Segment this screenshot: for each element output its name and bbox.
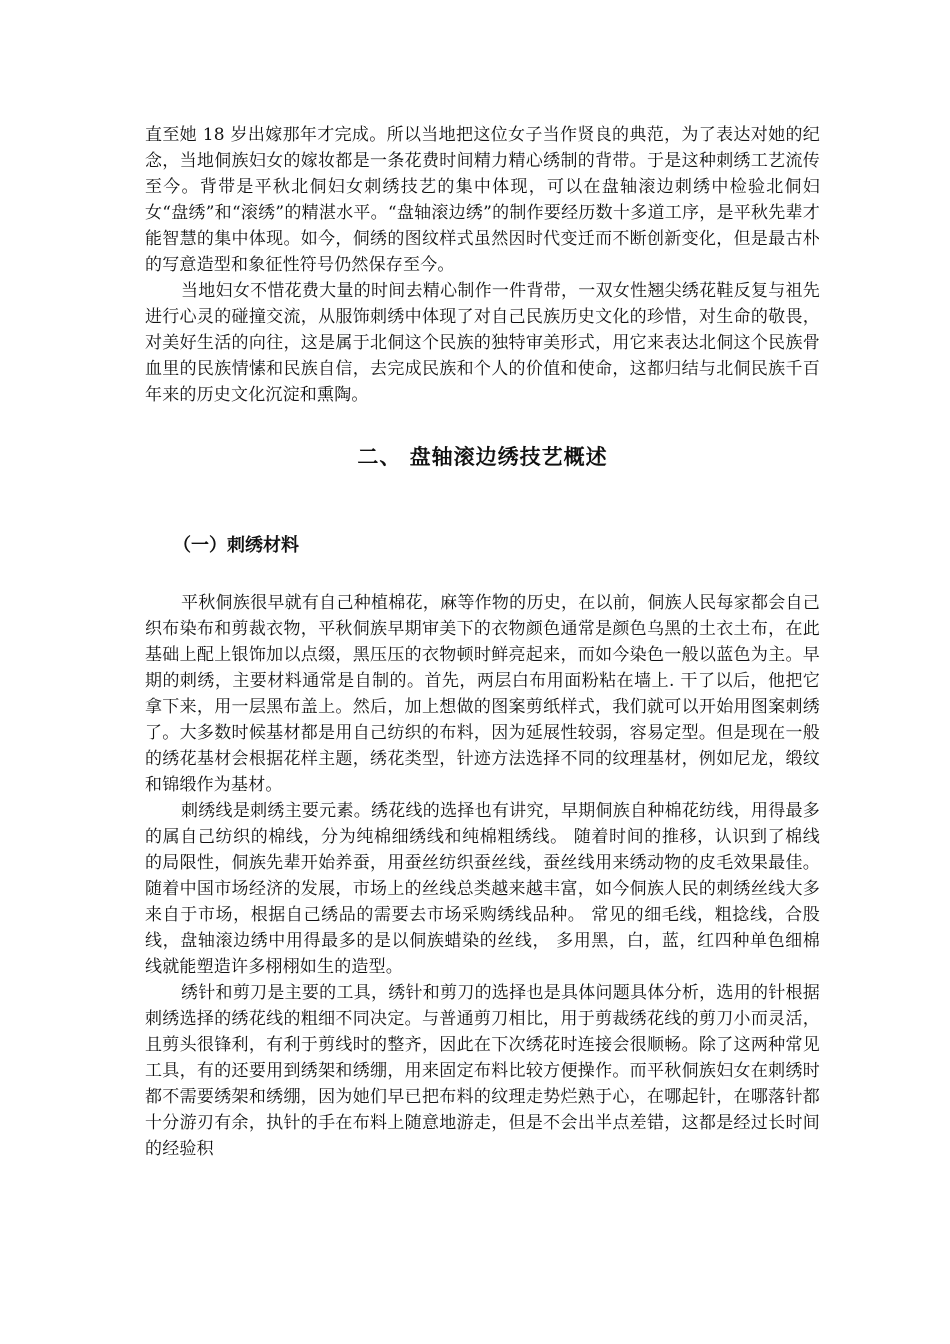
paragraph-embroidery-thread: 刺绣线是刺绣主要元素。绣花线的选择也有讲究，早期侗族自种棉花纺线，用得最多的属自己纺织的棉线，分为纯棉细绣线和纯棉粗绣线。 随着时间的推移，认识到了棉线的局限性，侗族先辈开始养蚕，用蚕丝纺织蚕丝线，蚕丝线用来绣动物的皮毛效果最佳。随着中国市场经济的发展，市场上的丝线总类越来越丰富，如今侗族人民的刺绣丝线大多来自于市场，根据自己绣品的需要去市场采购绣线品种。 常见的细毛线，粗捻线，合股线，盘轴滚边绣中用得最多的是以侗族蜡染的丝线， 多用黑，白，蓝，红四种单色细棉线就能塑造许多栩栩如生的造型。 — [145, 801, 820, 977]
paragraph-needles-scissors: 绣针和剪刀是主要的工具，绣针和剪刀的选择也是具体问题具体分析，选用的针根据刺绣选择的绣花线的粗细不同决定。与普通剪刀相比，用于剪裁绣花线的剪刀小而灵活，且剪头很锋利，有利于剪线时的整齐，因此在下次绣花时连接会很顺畅。除了这两种常见工具，有的还要用到绣架和绣绷，用来固定布料比较方便操作。而平秋侗族妇女在刺绣时都不需要绣架和绣绷，因为她们早已把布料的纹理走势烂熟于心，在哪起针，在哪落针都十分游刃有余，执针的手在布料上随意地游走，但是不会出半点差错，这都是经过长时间的经验积 — [145, 983, 820, 1159]
paragraph-continued: 直至她 18 岁出嫁那年才完成。所以当地把这位女子当作贤良的典范，为了表达对她的纪念，当地侗族妇女的嫁妆都是一条花费时间精力精心绣制的背带。于是这种刺绣工艺流传至今。背带是平秋北侗妇女刺绣技艺的集中体现，可以在盘轴滚边刺绣中检验北侗妇女“盘绣”和“滚绣”的精湛水平。“盘轴滚边绣”的制作要经历数十多道工序，是平秋先辈才能智慧的集中体现。如今，侗绣的图纹样式虽然因时代变迁而不断创新变化，但是最古朴的写意造型和象征性符号仍然保存至今。 — [145, 125, 820, 275]
subsection-title: （一）刺绣材料 — [173, 535, 299, 556]
paragraph-womens-embroidery-meaning: 当地妇女不惜花费大量的时间去精心制作一件背带，一双女性翘尖绣花鞋反复与祖先进行心灵的碰撞交流，从服饰刺绣中体现了对自己民族历史文化的珍惜，对生命的敬畏，对美好生活的向往，这是属于北侗这个民族的独特审美形式，用它来表达北侗这个民族骨血里的民族情愫和民族自信，去完成民族和个人的价值和使命，这都归结与北侗民族千百年来的历史文化沉淀和熏陶。 — [145, 281, 820, 405]
spacer — [145, 560, 820, 590]
paragraph-base-materials: 平秋侗族很早就有自己种植棉花，麻等作物的历史，在以前，侗族人民每家都会自己织布染布和剪裁衣物，平秋侗族早期审美下的衣物颜色通常是颜色乌黑的土衣土布，在此基础上配上银饰加以点缀，黑压压的衣物顿时鲜亮起来，而如今染色一般以蓝色为主。早期的刺绣，主要材料通常是自制的。首先，两层白布用面粉粘在墙上. 干了以后，他把它拿下来，用一层黑布盖上。然后，加上想做的图案剪纸样式，我们就可以开始用图案刺绣了。大多数时候基材都是用自己纺织的布料，因为延展性较弱，容易定型。但是现在一般的绣花基材会根据花样主题，绣花类型，针迹方法选择不同的纹理基材，例如尼龙，缎纹和锦缎作为基材。 — [145, 593, 820, 795]
document-page — [145, 122, 820, 1162]
section-title: 二、 盘轴滚边绣技艺概述 — [357, 445, 608, 469]
